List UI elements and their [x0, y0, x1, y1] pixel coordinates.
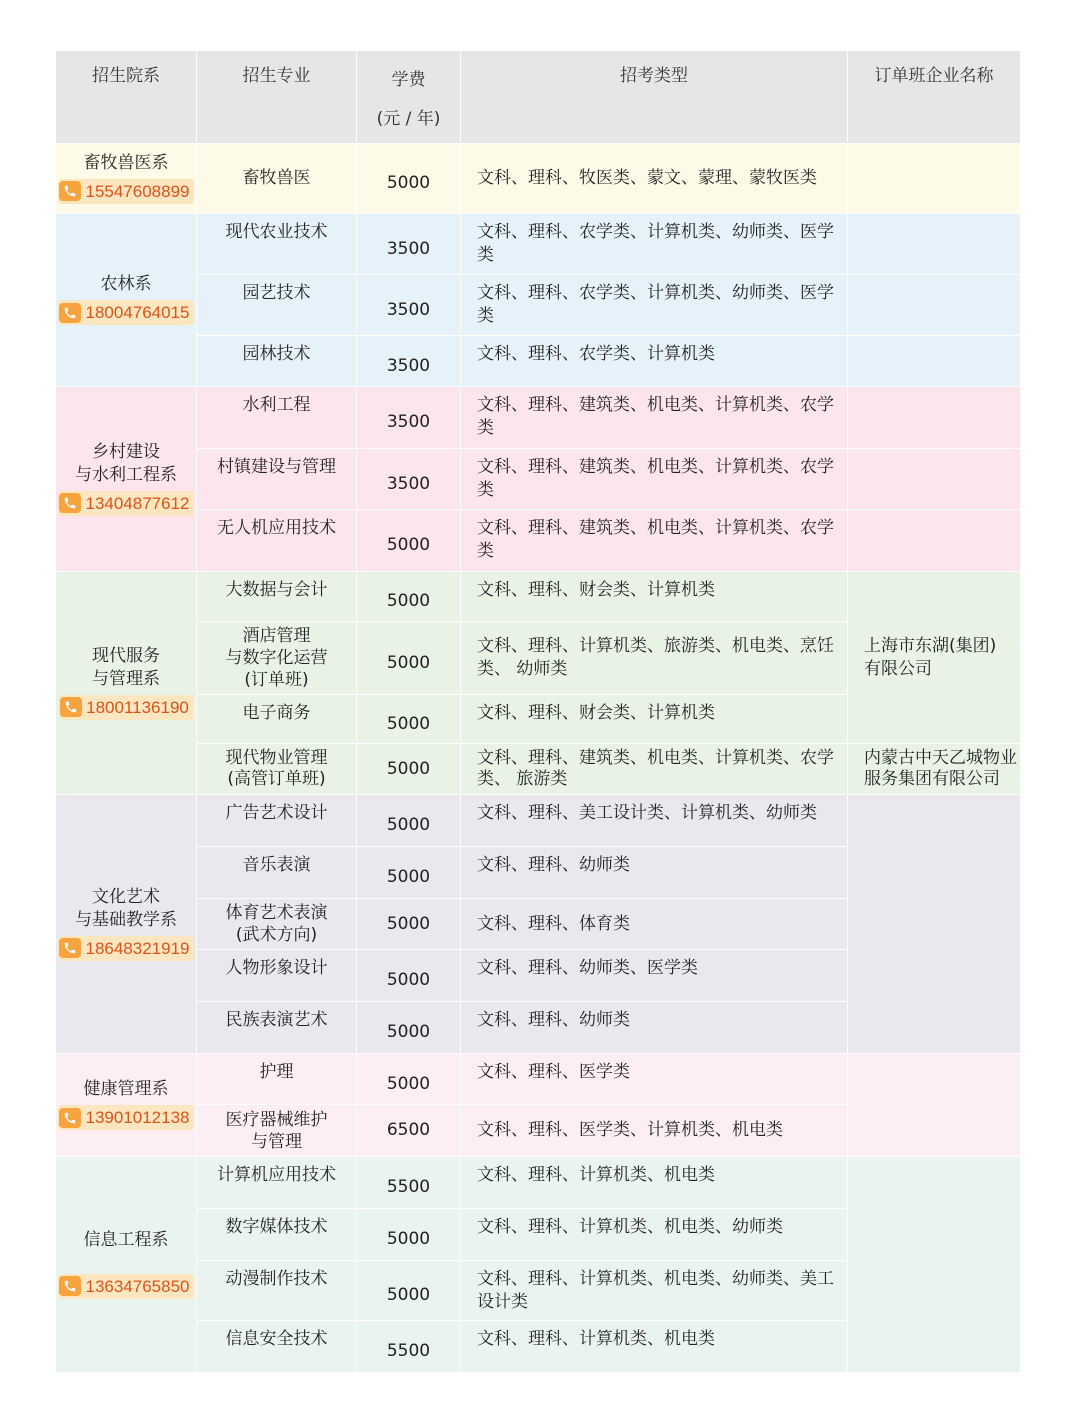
company-cell: [848, 1054, 1021, 1157]
phone-number: 18004764015: [85, 303, 190, 323]
dept-phone[interactable]: [58, 491, 193, 516]
dept-cell: [56, 572, 197, 795]
fee-cell: 3500: [357, 387, 461, 449]
fee-cell: 5000: [357, 899, 461, 950]
phone-icon: [59, 1276, 81, 1296]
types-cell: 文科、理科、牧医类、蒙文、蒙理、蒙牧医类: [461, 144, 848, 214]
fee-cell: 3500: [357, 449, 461, 510]
dept-phone[interactable]: [58, 300, 193, 325]
major-cell: 现代物业管理 (高管订单班): [197, 744, 357, 795]
types-cell: 文科、理科、体育类: [461, 899, 848, 950]
types-cell: 文科、理科、医学类: [461, 1054, 848, 1105]
fee-cell: 3500: [357, 214, 461, 275]
fee-cell: 3500: [357, 275, 461, 336]
dept-name: 现代服务 与管理系: [92, 645, 160, 689]
table-row: [56, 275, 1021, 336]
major-cell: 大数据与会计: [197, 572, 357, 622]
table-row: [56, 336, 1021, 387]
major-cell: 数字媒体技术: [197, 1209, 357, 1261]
table-row: [56, 510, 1021, 572]
types-cell: 文科、理科、财会类、计算机类: [461, 572, 848, 622]
dept-cell: [56, 387, 197, 572]
fee-cell: 5000: [357, 1054, 461, 1105]
header-fee: [357, 51, 461, 144]
company-cell: [848, 1157, 1021, 1373]
types-cell: 文科、理科、农学类、计算机类、幼师类、医学类: [461, 275, 848, 336]
header-fee-line2: (元 / 年): [376, 109, 441, 129]
phone-number: 18648321919: [85, 938, 190, 958]
types-cell: 文科、理科、建筑类、机电类、计算机类、农学类: [461, 387, 848, 449]
major-cell: 医疗器械维护 与管理: [197, 1105, 357, 1157]
company-cell: [848, 795, 1021, 1054]
phone-icon: [60, 697, 82, 717]
table-row: [56, 1157, 1021, 1209]
types-cell: 文科、理科、农学类、计算机类、幼师类、医学类: [461, 214, 848, 275]
types-cell: 文科、理科、幼师类: [461, 1002, 848, 1054]
fee-cell: 5000: [357, 1209, 461, 1261]
types-cell: 文科、理科、美工设计类、计算机类、幼师类: [461, 795, 848, 847]
major-cell: 动漫制作技术: [197, 1261, 357, 1321]
header-major: 招生专业: [197, 51, 357, 144]
company-cell: [848, 275, 1021, 336]
major-cell: 护理: [197, 1054, 357, 1105]
phone-icon: [59, 303, 81, 323]
table-row: [56, 449, 1021, 510]
company-cell: [848, 449, 1021, 510]
dept-name: 文化艺术 与基础教学系: [75, 886, 177, 930]
header-company: 订单班企业名称: [848, 51, 1021, 144]
types-cell: 文科、理科、幼师类: [461, 847, 848, 899]
phone-icon: [59, 1108, 81, 1128]
table-row: [56, 387, 1021, 449]
major-cell: 无人机应用技术: [197, 510, 357, 572]
dept-phone[interactable]: [58, 179, 193, 204]
major-cell: 畜牧兽医: [197, 144, 357, 214]
fee-cell: 5000: [357, 695, 461, 744]
fee-cell: 5000: [357, 144, 461, 214]
major-cell: 园艺技术: [197, 275, 357, 336]
dept-cell: [56, 1054, 197, 1157]
dept-phone[interactable]: [58, 1105, 193, 1130]
major-cell: 园林技术: [197, 336, 357, 387]
types-cell: 文科、理科、幼师类、医学类: [461, 950, 848, 1002]
phone-icon: [59, 181, 81, 201]
dept-phone[interactable]: [59, 695, 193, 720]
fee-cell: 5000: [357, 744, 461, 795]
company-cell: [848, 510, 1021, 572]
major-cell: 体育艺术表演 (武术方向): [197, 899, 357, 950]
table-row: [56, 572, 1021, 622]
types-cell: 文科、理科、农学类、计算机类: [461, 336, 848, 387]
fee-cell: 3500: [357, 336, 461, 387]
types-cell: 文科、理科、计算机类、机电类: [461, 1321, 848, 1373]
header-row: [56, 51, 1021, 144]
dept-name: 农林系: [100, 274, 152, 295]
major-cell: 民族表演艺术: [197, 1002, 357, 1054]
dept-cell: [56, 214, 197, 387]
header-fee-line1: 学费: [391, 70, 426, 90]
dept-name: 乡村建设 与水利工程系: [75, 441, 177, 485]
dept-cell: [56, 795, 197, 1054]
company-cell: [848, 387, 1021, 449]
types-cell: 文科、理科、计算机类、机电类: [461, 1157, 848, 1209]
fee-cell: 5000: [357, 795, 461, 847]
fee-cell: 5000: [357, 622, 461, 695]
dept-cell: [56, 1157, 197, 1373]
types-cell: 文科、理科、财会类、计算机类: [461, 695, 848, 744]
phone-number: 13901012138: [85, 1108, 190, 1128]
major-cell: 人物形象设计: [197, 950, 357, 1002]
fee-cell: 5500: [357, 1157, 461, 1209]
admissions-table: [55, 50, 1021, 1373]
dept-phone[interactable]: [58, 1274, 193, 1299]
types-cell: 文科、理科、建筑类、机电类、计算机类、农学类: [461, 510, 848, 572]
fee-cell: 5000: [357, 572, 461, 622]
company-cell: 内蒙古中天乙城物业 服务集团有限公司: [848, 744, 1021, 795]
types-cell: 文科、理科、计算机类、机电类、幼师类、美工设计类: [461, 1261, 848, 1321]
company-cell: 上海市东湖(集团) 有限公司: [848, 572, 1021, 744]
phone-number: 13404877612: [85, 493, 190, 513]
fee-cell: 6500: [357, 1105, 461, 1157]
table-row: [56, 1054, 1021, 1105]
fee-cell: 5000: [357, 847, 461, 899]
major-cell: 电子商务: [197, 695, 357, 744]
fee-cell: 5500: [357, 1321, 461, 1373]
phone-icon: [59, 493, 81, 513]
table-row: [56, 795, 1021, 847]
types-cell: 文科、理科、建筑类、机电类、计算机类、农学类、 旅游类: [461, 744, 848, 795]
company-cell: [848, 214, 1021, 275]
major-cell: 现代农业技术: [197, 214, 357, 275]
table-row: [56, 214, 1021, 275]
table-row: [56, 144, 1021, 214]
phone-icon: [59, 938, 81, 958]
major-cell: 酒店管理 与数字化运营 (订单班): [197, 622, 357, 695]
major-cell: 水利工程: [197, 387, 357, 449]
major-cell: 音乐表演: [197, 847, 357, 899]
phone-number: 13634765850: [85, 1276, 190, 1296]
table-row: [56, 744, 1021, 795]
types-cell: 文科、理科、建筑类、机电类、计算机类、农学类: [461, 449, 848, 510]
major-cell: 广告艺术设计: [197, 795, 357, 847]
company-cell: [848, 144, 1021, 214]
major-cell: 信息安全技术: [197, 1321, 357, 1373]
major-cell: 计算机应用技术: [197, 1157, 357, 1209]
fee-cell: 5000: [357, 510, 461, 572]
dept-name: 畜牧兽医系: [83, 152, 169, 173]
header-types: 招考类型: [461, 51, 848, 144]
dept-name: 健康管理系: [83, 1079, 169, 1100]
phone-number: 18001136190: [86, 697, 189, 717]
header-dept: 招生院系: [56, 51, 197, 144]
types-cell: 文科、理科、计算机类、旅游类、机电类、烹饪类、 幼师类: [461, 622, 848, 695]
dept-cell: [56, 144, 197, 214]
phone-number: 15547608899: [85, 181, 190, 201]
dept-phone[interactable]: [58, 936, 193, 961]
fee-cell: 5000: [357, 1261, 461, 1321]
company-cell: [848, 336, 1021, 387]
fee-cell: 5000: [357, 950, 461, 1002]
major-cell: 村镇建设与管理: [197, 449, 357, 510]
dept-name: 信息工程系: [83, 1229, 169, 1250]
fee-cell: 5000: [357, 1002, 461, 1054]
types-cell: 文科、理科、计算机类、机电类、幼师类: [461, 1209, 848, 1261]
types-cell: 文科、理科、医学类、计算机类、机电类: [461, 1105, 848, 1157]
